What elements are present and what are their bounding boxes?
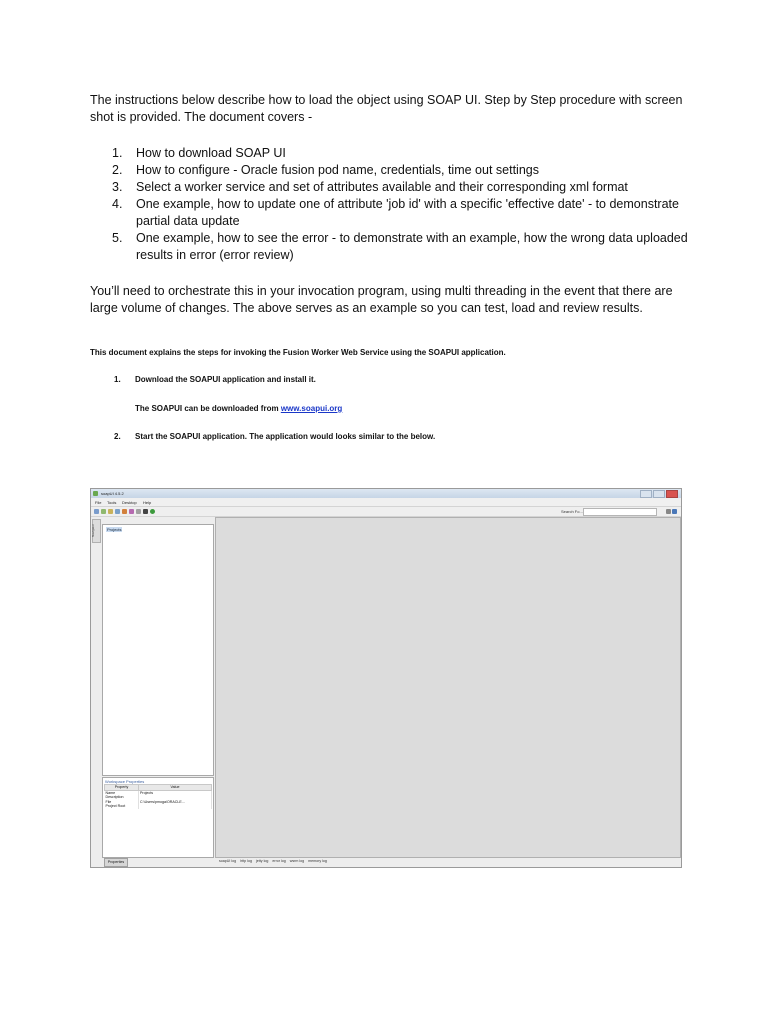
close-icon[interactable] (666, 490, 678, 498)
value-cell: C:\Users\pmoga\ORACLE... (139, 800, 212, 805)
table-row[interactable] (105, 804, 212, 809)
tree-root-projects[interactable]: Projects (107, 527, 122, 532)
download-text: The SOAPUI can be downloaded from (135, 404, 279, 413)
list-item (90, 162, 690, 179)
list-text: Select a worker service and set of attributes available and their corresponding xml format (136, 180, 628, 194)
list-number: 4. (112, 197, 123, 211)
new-project-icon[interactable] (94, 509, 99, 514)
list-text: One example, how to update one of attribute 'job id' with a specific 'effective date' - to demonstrate partial data update (136, 197, 679, 228)
property-cell: Name (105, 790, 139, 795)
property-cell: Description (105, 795, 139, 800)
search-label: Search Fo... (561, 509, 583, 514)
properties-tab[interactable]: Properties (104, 858, 128, 867)
step1-text: Download the SOAPUI application and install it. (135, 375, 316, 384)
log-tab[interactable]: jetty log (255, 859, 269, 863)
menu-desktop[interactable]: Desktop (122, 500, 137, 505)
log-tab[interactable]: wsrm log (289, 859, 305, 863)
navigator-tab[interactable]: Navigator (92, 519, 101, 543)
preferences-icon[interactable] (129, 509, 134, 514)
list-item (90, 196, 690, 230)
soapui-screenshot (90, 488, 682, 868)
property-cell: Project Root (105, 804, 139, 809)
toolbar (91, 507, 681, 517)
intro-paragraph: The instructions below describe how to load the object using SOAP UI. Step by Step procedure with screen shot is provided. The document covers - (90, 93, 683, 124)
navigator-panel (102, 524, 214, 776)
list-item (90, 179, 690, 196)
window-controls (640, 490, 678, 498)
forum-icon[interactable] (115, 509, 120, 514)
list-text: How to download SOAP UI (136, 146, 286, 160)
list-item (90, 145, 690, 162)
menu-help[interactable]: Help (143, 500, 152, 505)
log-tabs (219, 859, 327, 864)
list-number: 2. (112, 163, 123, 177)
list-number: 3. (112, 180, 123, 194)
properties-table (104, 784, 212, 809)
covers-list (90, 145, 690, 264)
list-text: One example, how to see the error - to demonstrate with an example, how the wrong data uploaded results in error (error review) (136, 231, 688, 262)
exit-icon[interactable] (143, 509, 148, 514)
toolbar-right (666, 509, 677, 514)
import-icon[interactable] (101, 509, 106, 514)
menu-file[interactable]: File (95, 500, 102, 505)
explain-text: This document explains the steps for invoking the Fusion Worker Web Service using the SOAPUI application. (90, 348, 506, 357)
minimize-icon[interactable] (640, 490, 652, 498)
window-title: soapUI 4.5.2 (101, 491, 124, 496)
value-cell: Projects (139, 790, 212, 795)
column-header[interactable]: Value (139, 785, 212, 791)
value-cell (139, 804, 212, 809)
maximize-icon[interactable] (653, 490, 665, 498)
proxy-icon[interactable] (136, 509, 141, 514)
menu-tools[interactable]: Tools (107, 500, 117, 505)
trial-icon[interactable] (122, 509, 127, 514)
closing-paragraph: You’ll need to orchestrate this in your invocation program, using multi threading in the event that there are large volume of changes. The above serves as an example so you can test, load and review results. (90, 284, 673, 315)
workspace-properties-panel (102, 777, 214, 858)
navigator-toolbar (102, 517, 212, 523)
window-titlebar (91, 489, 681, 498)
list-item (90, 230, 690, 264)
step2-text: Start the SOAPUI application. The application would looks similar to the below. (135, 432, 436, 441)
save-icon[interactable] (108, 509, 113, 514)
list-text: How to configure - Oracle fusion pod name, credentials, time out settings (136, 163, 539, 177)
desktop-area (215, 517, 681, 858)
workspace-properties-title: Workspace Properties (105, 779, 145, 784)
step2-number: 2. (114, 432, 121, 441)
list-number: 1. (112, 146, 123, 160)
soapui-link[interactable]: www.soapui.org (280, 404, 343, 413)
info-icon[interactable] (672, 509, 677, 514)
soapui-icon (93, 491, 98, 496)
column-header[interactable]: Property (105, 785, 139, 791)
property-cell: File (105, 800, 139, 805)
log-tab[interactable]: memory log (308, 859, 327, 863)
online-help-icon[interactable] (150, 509, 155, 514)
download-line (135, 404, 342, 414)
menu-bar (91, 498, 681, 507)
log-tab[interactable]: soapUI log (219, 859, 237, 863)
log-tab[interactable]: error log (272, 859, 286, 863)
help-icon[interactable] (666, 509, 671, 514)
log-tab[interactable]: http log (240, 859, 252, 863)
search-input[interactable] (583, 508, 657, 516)
list-number: 5. (112, 231, 123, 245)
step1-number: 1. (114, 375, 121, 384)
